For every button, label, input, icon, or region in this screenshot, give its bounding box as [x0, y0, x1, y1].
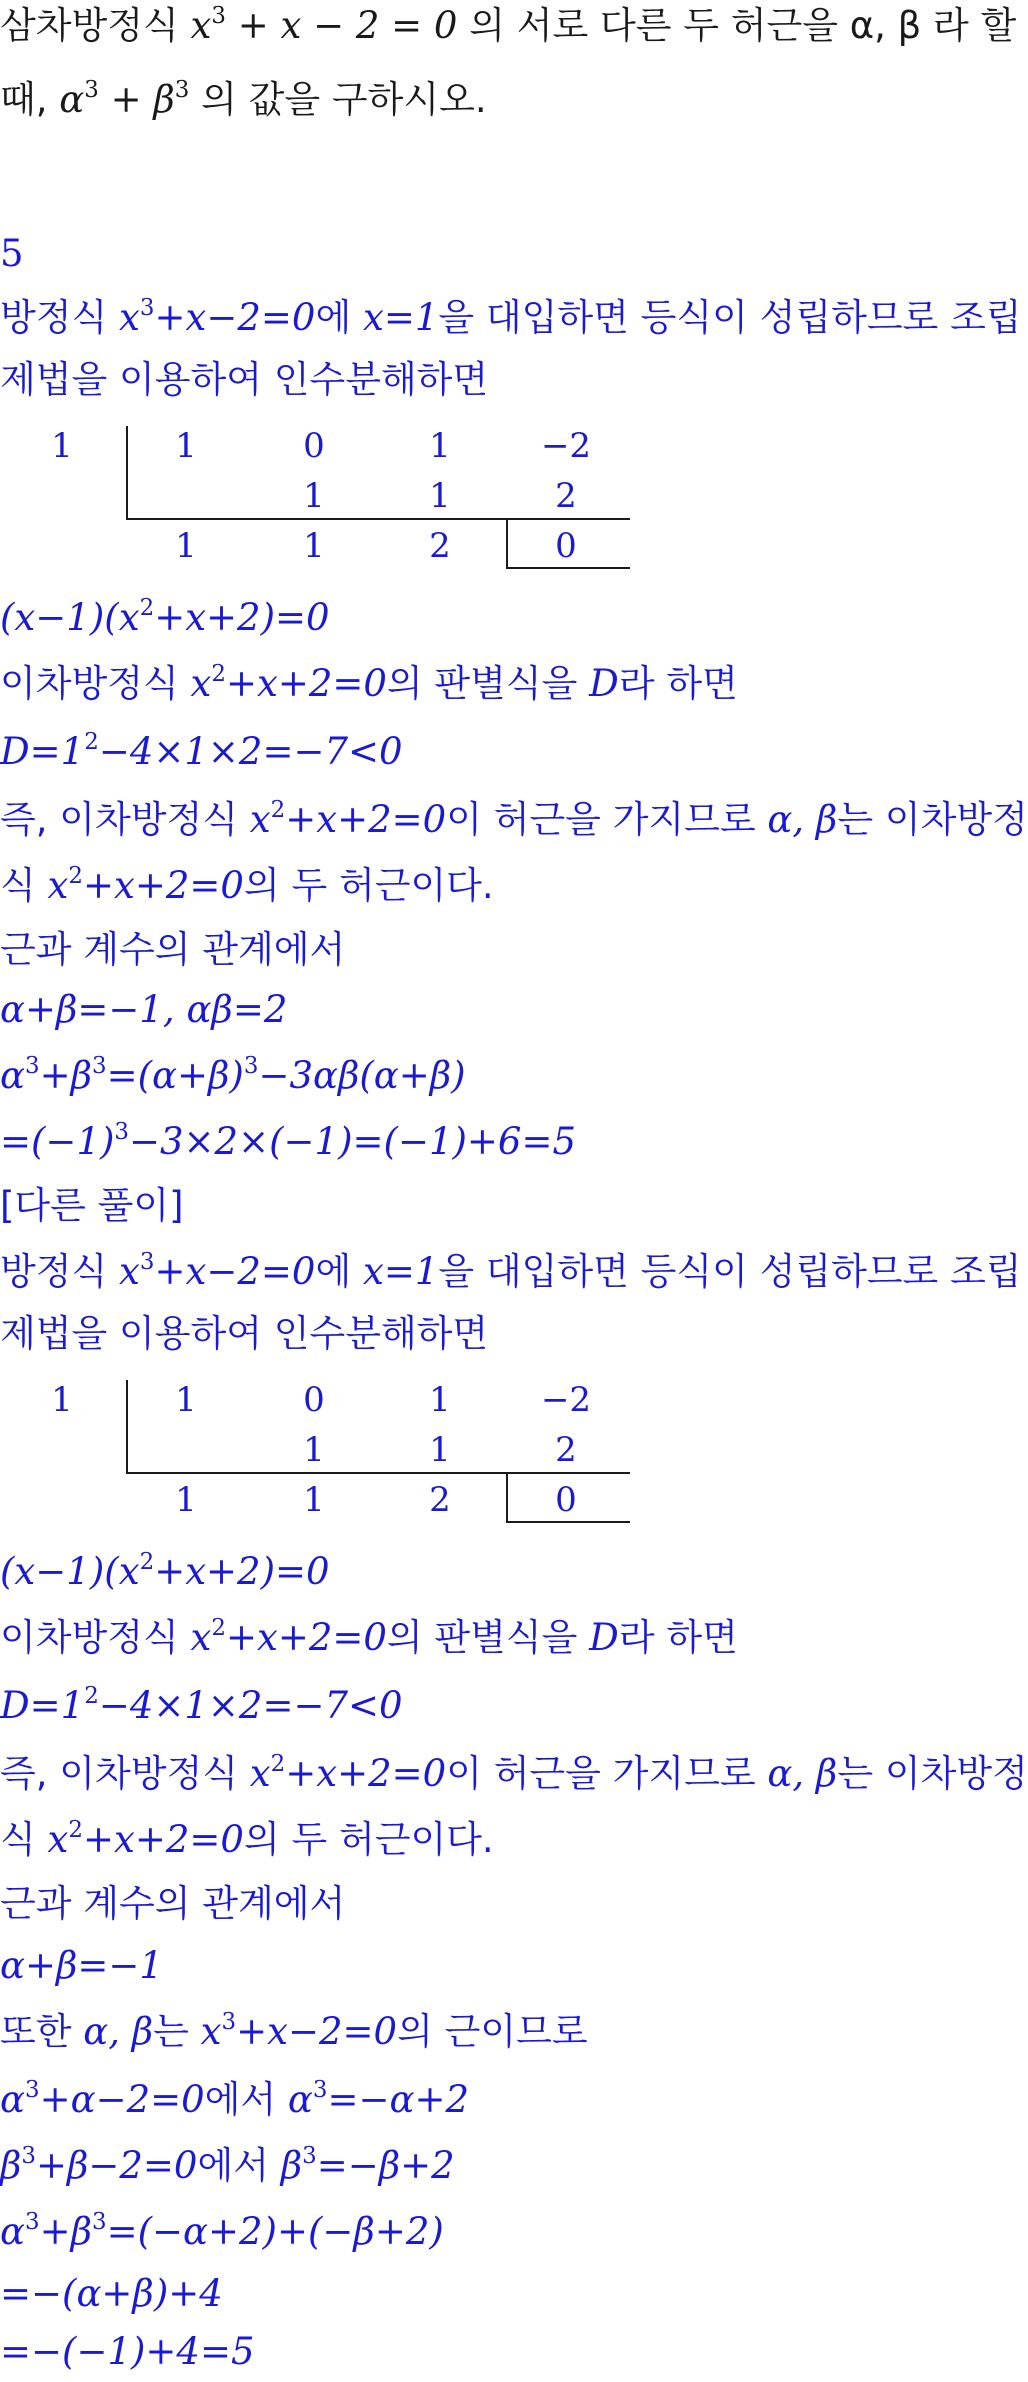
math-expr: +β	[39, 1054, 92, 1097]
method1-conclusion-line-2	[0, 864, 494, 908]
math-expr: =−α+2	[327, 2078, 470, 2121]
math-var: x	[190, 1616, 212, 1659]
beta-term: + β	[98, 78, 175, 121]
exponent: 3	[211, 3, 226, 30]
exponent: 3	[243, 1053, 259, 1080]
math-expr: α, β	[83, 2010, 154, 2053]
division-root: 1	[51, 1380, 73, 1420]
remainder-box-left	[506, 518, 508, 568]
method2-disc-calc	[0, 1684, 403, 1728]
math-var: x	[190, 662, 212, 705]
question-text: 의 값을 구하시오.	[189, 78, 487, 121]
text: 의 판별식을	[386, 662, 590, 705]
exponent: 3	[114, 1119, 130, 1146]
question-text: 의 서로 다른 두 허근을 α, β 라 할	[457, 4, 1017, 47]
exponent: 2	[270, 797, 286, 824]
math-expr: +β−2=0	[35, 2144, 198, 2187]
math-expr: −4×1×2=−7<0	[98, 1684, 403, 1727]
math-expr: =(−α+2)+(−β+2)	[106, 2210, 444, 2253]
exponent: 2	[68, 1817, 83, 1844]
exponent: 3	[139, 295, 155, 322]
text: 에서	[197, 2144, 281, 2187]
product-cell: 1	[429, 1430, 451, 1470]
math-expr: +x+2=0	[225, 662, 387, 705]
math-var: x	[47, 1818, 69, 1861]
math-expr: D=1	[0, 1684, 85, 1727]
math-expr: +x+2=0	[82, 1818, 244, 1861]
text: 는 이차방정	[837, 1752, 1028, 1795]
exponent: 3	[174, 77, 190, 104]
product-cell: 2	[555, 476, 577, 516]
text: 을 대입하면 등식이 성립하므로 조립	[438, 296, 1022, 339]
math-var: x	[249, 798, 271, 841]
exponent: 2	[139, 1549, 155, 1576]
exponent: 3	[312, 2077, 328, 2104]
math-expr: +x+2)=0	[154, 596, 330, 639]
exponent: 3	[25, 2077, 40, 2104]
text: 이 허근을 가지므로	[446, 798, 768, 841]
math-expr: +α−2=0	[39, 2078, 205, 2121]
remainder-box-left	[506, 1472, 508, 1522]
remainder-box-bottom	[506, 1521, 630, 1523]
text: 식	[0, 1818, 48, 1861]
math-var: x	[200, 2010, 222, 2053]
product-cell: 1	[303, 1430, 325, 1470]
division-horizontal-line	[126, 1472, 630, 1474]
coef-cell: 1	[429, 426, 451, 466]
text: 식	[0, 864, 48, 907]
math-expr: +β	[39, 2210, 92, 2253]
math-var: x	[249, 1752, 271, 1795]
result-cell: 1	[303, 526, 325, 566]
text: 에	[315, 296, 363, 339]
math-expr: =(−1)	[0, 1120, 115, 1163]
method1-disc-intro	[0, 662, 738, 706]
method1-synthetic-division	[0, 426, 640, 566]
product-cell: 1	[303, 476, 325, 516]
exponent: 2	[84, 729, 99, 756]
text: 을 대입하면 등식이 성립하므로 조립	[438, 1250, 1022, 1293]
result-cell: 1	[303, 1480, 325, 1520]
math-expr: (x−1)(x	[0, 1550, 140, 1593]
method2-intro-line-1	[0, 1250, 1022, 1294]
math-expr: −4×1×2=−7<0	[98, 730, 403, 773]
method2-sum	[0, 2210, 444, 2254]
remainder-cell: 0	[555, 526, 577, 566]
method2-conclusion-line-2	[0, 1818, 494, 1862]
coef-cell: 1	[175, 1380, 197, 1420]
math-expr: +x−2=0	[236, 2010, 398, 2053]
product-cell: 1	[429, 476, 451, 516]
exponent: 2	[270, 1751, 286, 1778]
math-expr: +x+2=0	[82, 864, 244, 907]
math-var: α	[0, 1054, 25, 1097]
math-expr: +x+2=0	[225, 1616, 387, 1659]
remainder-cell: 0	[555, 1480, 577, 1520]
math-expr: =−β+2	[316, 2144, 455, 2187]
division-root: 1	[51, 426, 73, 466]
text: 이차방정식	[0, 662, 191, 705]
equation-rest: + x − 2 = 0	[225, 4, 458, 47]
exponent: 3	[92, 2209, 107, 2236]
text: 방정식	[0, 1250, 119, 1293]
exponent: 2	[84, 1683, 99, 1710]
math-var: D	[589, 1616, 619, 1659]
method2-beta-cube	[0, 2144, 455, 2188]
exponent: 3	[139, 1249, 155, 1276]
math-expr: =(α+β)	[106, 1054, 244, 1097]
equation-term: x	[190, 4, 212, 47]
coef-cell: 0	[303, 1380, 325, 1420]
method1-vieta-intro: 근과 계수의 관계에서	[0, 928, 346, 971]
exponent: 3	[221, 2009, 237, 2036]
text: 라 하면	[618, 662, 738, 705]
exponent: 2	[211, 661, 226, 688]
math-var: β	[280, 2144, 303, 2187]
text: 라 하면	[618, 1616, 738, 1659]
text: 또한	[0, 2010, 84, 2053]
text: 의 근이므로	[397, 2010, 588, 2053]
method2-conclusion-line-1	[0, 1752, 1028, 1796]
text: 에서	[204, 2078, 288, 2121]
text: 의 두 허근이다.	[243, 1818, 494, 1861]
math-expr: −3×2×(−1)=(−1)+6=5	[129, 1120, 577, 1163]
method2-roots-intro	[0, 2010, 588, 2054]
math-expr: +x+2=0	[285, 1752, 447, 1795]
math-expr: +x−2=0	[154, 1250, 316, 1293]
question-line-1	[0, 4, 1016, 48]
alpha-symbol: α	[59, 78, 85, 121]
text: 방정식	[0, 296, 119, 339]
alt-solution-title: [다른 풀이]	[0, 1184, 184, 1227]
method2-disc-intro	[0, 1616, 738, 1660]
math-expr: x=1	[362, 1250, 439, 1293]
division-vertical-line	[126, 1380, 128, 1472]
method2-vieta-intro: 근과 계수의 관계에서	[0, 1882, 346, 1925]
coef-cell: 1	[175, 426, 197, 466]
exponent: 3	[25, 1053, 40, 1080]
text: 이차방정식	[0, 1616, 191, 1659]
text: 는	[153, 2010, 201, 2053]
text: 의 판별식을	[386, 1616, 590, 1659]
math-expr: +x−2=0	[154, 296, 316, 339]
exponent: 3	[84, 77, 99, 104]
math-var: α	[0, 2210, 25, 2253]
math-var: x	[119, 296, 140, 339]
math-expr: +x+2=0	[285, 798, 447, 841]
method2-alpha-cube	[0, 2078, 469, 2122]
method2-factored	[0, 1550, 330, 1594]
exponent: 3	[302, 2143, 317, 2170]
math-var: α	[287, 2078, 313, 2121]
math-expr: (x−1)(x	[0, 596, 140, 639]
result-cell: 2	[429, 526, 451, 566]
math-var: α	[0, 2078, 25, 2121]
question-line-2	[0, 78, 487, 122]
coef-cell: −2	[540, 1380, 592, 1420]
coef-cell: −2	[540, 426, 592, 466]
method1-disc-calc	[0, 730, 403, 774]
result-cell: 2	[429, 1480, 451, 1520]
math-var: x	[47, 864, 69, 907]
text: 에	[315, 1250, 363, 1293]
exponent: 2	[211, 1615, 226, 1642]
math-expr: α, β	[767, 1752, 838, 1795]
method1-evaluate	[0, 1120, 576, 1164]
exponent: 2	[68, 863, 83, 890]
method2-intro-line-2: 제법을 이용하여 인수분해하면	[0, 1312, 489, 1355]
coef-cell: 1	[429, 1380, 451, 1420]
method1-vieta: α+β=−1, αβ=2	[0, 988, 288, 1031]
question-text: 삼차방정식	[0, 4, 191, 47]
text: 의 두 허근이다.	[243, 864, 494, 907]
remainder-box-bottom	[506, 567, 630, 569]
math-expr: x=1	[362, 296, 439, 339]
method2-step-2: =−(−1)+4=5	[0, 2330, 255, 2373]
text: 는 이차방정	[837, 798, 1028, 841]
math-var: x	[119, 1250, 140, 1293]
question-text: 때,	[0, 78, 60, 121]
result-cell: 1	[175, 1480, 197, 1520]
product-cell: 2	[555, 1430, 577, 1470]
text: 즉, 이차방정식	[0, 798, 250, 841]
division-vertical-line	[126, 426, 128, 518]
coef-cell: 0	[303, 426, 325, 466]
text: 즉, 이차방정식	[0, 1752, 250, 1795]
method2-vieta: α+β=−1	[0, 1944, 163, 1987]
method1-identity	[0, 1054, 466, 1098]
math-expr: D=1	[0, 730, 85, 773]
math-expr: +x+2)=0	[154, 1550, 330, 1593]
text: 이 허근을 가지므로	[446, 1752, 768, 1795]
method1-conclusion-line-1	[0, 798, 1028, 842]
method1-intro-line-1	[0, 296, 1022, 340]
exponent: 3	[92, 1053, 107, 1080]
math-var: D	[589, 662, 619, 705]
math-var: β	[0, 2144, 22, 2187]
method2-step-1: =−(α+β)+4	[0, 2272, 223, 2315]
exponent: 3	[21, 2143, 36, 2170]
division-horizontal-line	[126, 518, 630, 520]
method1-factored	[0, 596, 330, 640]
method2-synthetic-division	[0, 1380, 640, 1520]
exponent: 3	[25, 2209, 40, 2236]
method1-intro-line-2: 제법을 이용하여 인수분해하면	[0, 358, 489, 401]
answer: 5	[0, 232, 24, 275]
math-expr: α, β	[767, 798, 838, 841]
result-cell: 1	[175, 526, 197, 566]
exponent: 2	[139, 595, 155, 622]
math-expr: −3αβ(α+β)	[258, 1054, 466, 1097]
